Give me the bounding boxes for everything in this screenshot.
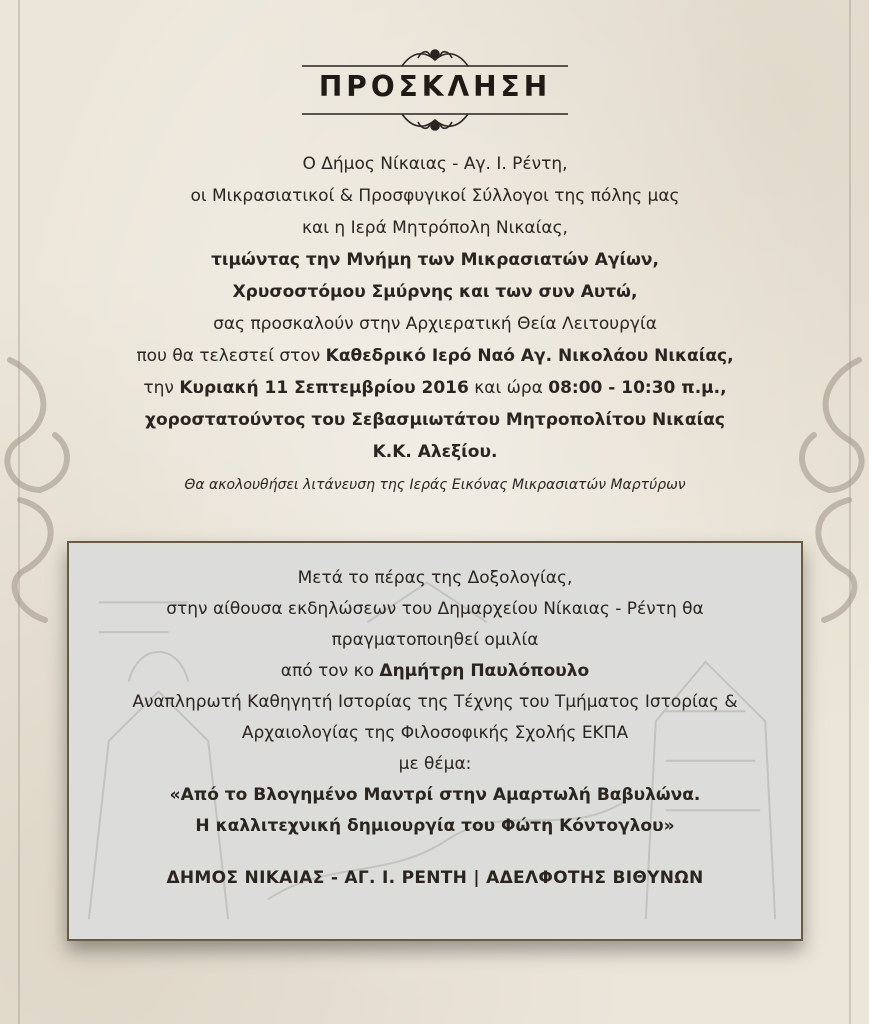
procession-note: Θα ακολουθήσει λιτάνευση της Ιεράς Εικόνας Μικρασιατών Μαρτύρων: [184, 477, 686, 493]
intro-line-bold: Χρυσοστόμου Σμύρνης και των συν Αυτώ,: [232, 282, 638, 302]
intro-line: οι Μικρασιατικοί & Προσφυγικοί Σύλλογοι της πόλης μας: [190, 186, 680, 206]
event-time: 08:00 - 10:30 π.μ.,: [548, 378, 727, 398]
intro-text: που θα τελεστεί στον: [136, 346, 326, 366]
lecture-line: με θέμα:: [398, 754, 472, 774]
invitation-header: [290, 42, 580, 138]
lecture-line: Αρχαιολογίας της Φιλοσοφικής Σχολής ΕΚΠΑ: [241, 723, 629, 743]
intro-line-venue: [60, 340, 810, 372]
lecture-box: [67, 541, 803, 941]
intro-line: Ο Δήμος Νίκαιας - Αγ. Ι. Ρέντη,: [302, 154, 568, 174]
intro-line-date: [60, 372, 810, 404]
intro-line-bold: Κ.Κ. Αλεξίου.: [372, 442, 498, 462]
lecture-text-part: από τον κο: [280, 661, 380, 681]
intro-line-bold: χοροστατούντος του Σεβασμιωτάτου Μητροπολίτου Νικαίας: [145, 410, 725, 430]
event-date: Κυριακή 11 Σεπτεμβρίου 2016: [179, 378, 469, 398]
speaker-name: Δημήτρη Παυλόπουλο: [379, 661, 590, 681]
lecture-topic: «Από το Βλογημένο Μαντρί στην Αμαρτωλή Βαβυλώνα.: [169, 785, 701, 805]
lecture-line: Μετά το πέρας της Δοξολογίας,: [297, 568, 573, 588]
lecture-line: πραγματοποιηθεί ομιλία: [331, 630, 539, 650]
intro-line: σας προσκαλούν στην Αρχιερατική Θεία Λειτουργία: [213, 314, 657, 334]
invitation-text: [60, 148, 810, 500]
lecture-line: στην αίθουσα εκδηλώσεων του Δημαρχείου Νίκαιας - Ρέντη θα: [166, 599, 704, 619]
intro-line: και η Ιερά Μητρόπολη Νικαίας,: [302, 218, 568, 238]
page-title: ΠΡΟΣΚΛΗΣΗ: [318, 70, 552, 103]
lecture-text: [69, 563, 801, 888]
intro-text: την: [143, 378, 180, 398]
intro-text: και ώρα: [468, 378, 549, 398]
venue-name: Καθεδρικό Ιερό Ναό Αγ. Νικολάου Νικαίας,: [325, 346, 734, 366]
lecture-speaker-line: [69, 656, 801, 687]
lecture-topic: Η καλλιτεχνική δημιουργία του Φώτη Κόντογλου»: [195, 816, 675, 836]
organizers-footer: ΔΗΜΟΣ ΝΙΚΑΙΑΣ - ΑΓ. Ι. ΡΕΝΤΗ | ΑΔΕΛΦΟΤΗΣ ΒΙΘΥΝΩΝ: [166, 868, 704, 888]
lecture-line: Αναπληρωτή Καθηγητή Ιστορίας της Τέχνης του Τμήματος Ιστορίας &: [132, 692, 738, 712]
intro-line-bold: τιμώντας την Μνήμη των Μικρασιατών Αγίων,: [211, 250, 659, 270]
